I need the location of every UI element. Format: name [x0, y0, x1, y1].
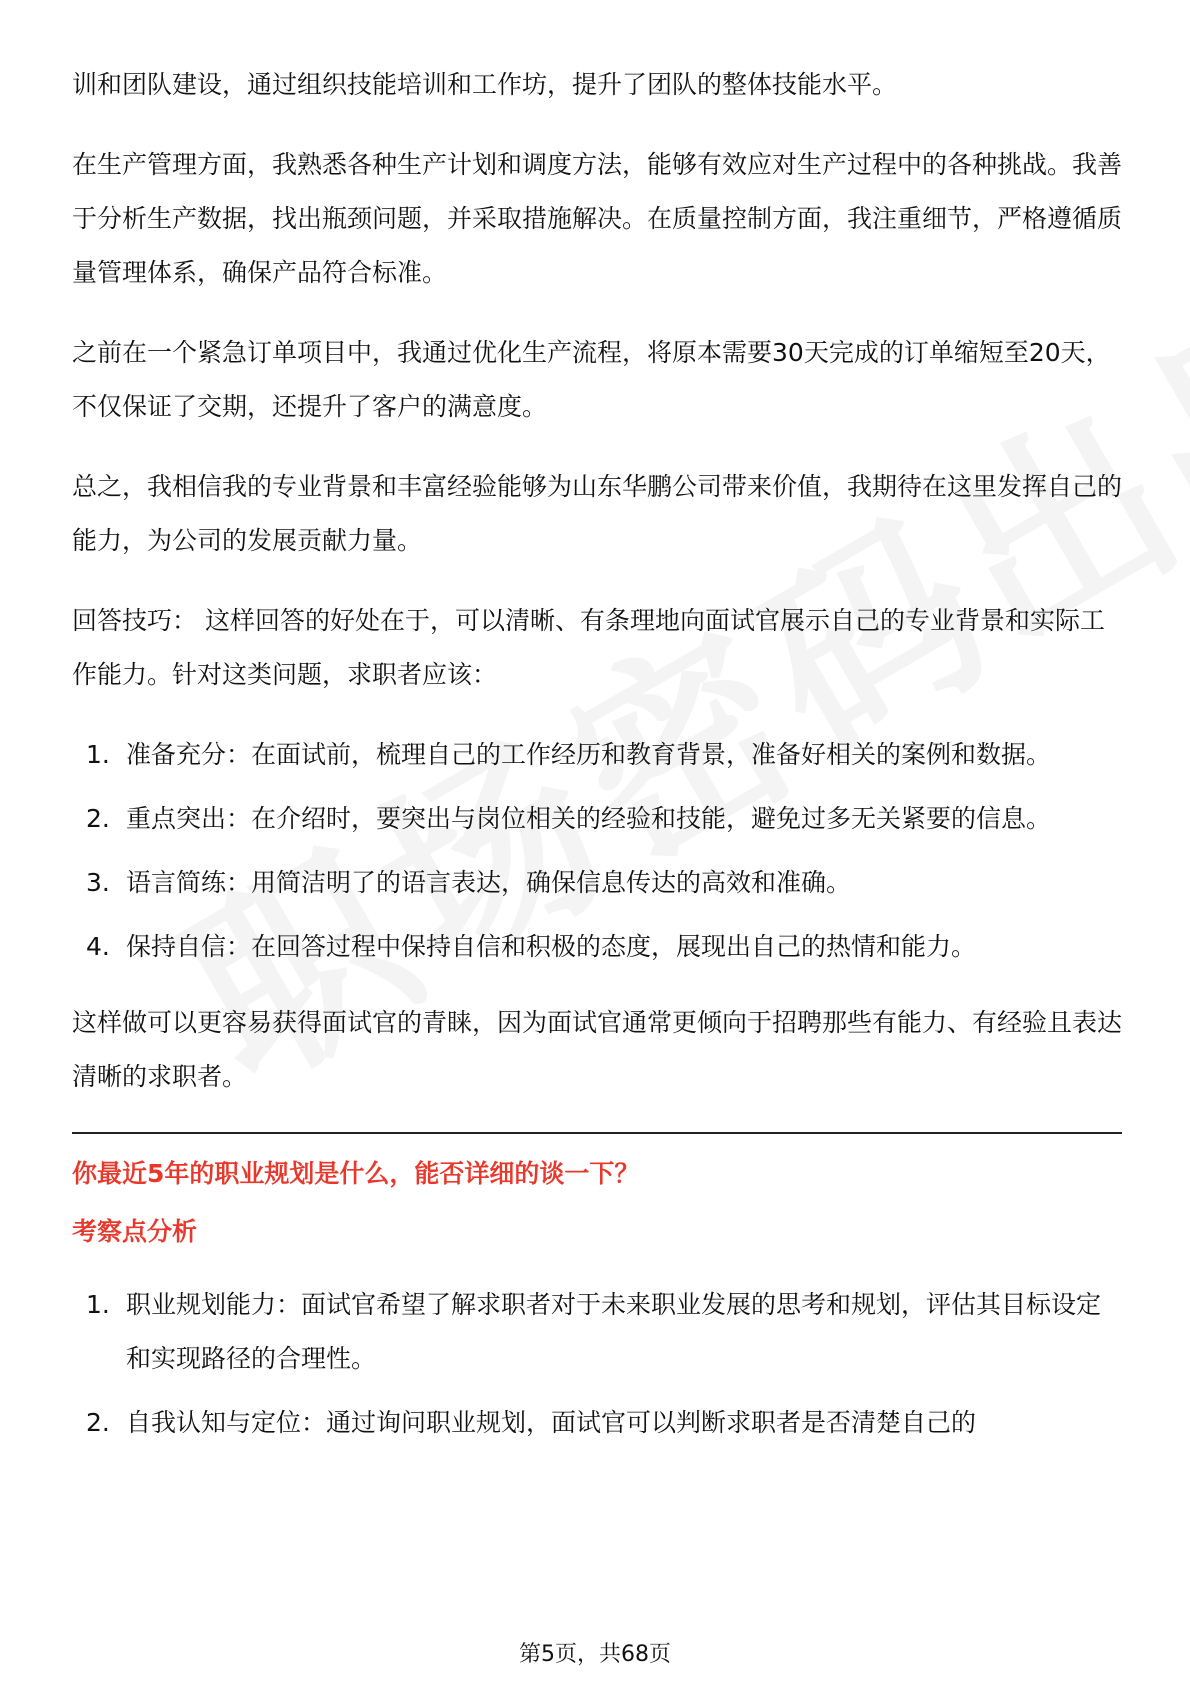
paragraph-urgent-order: 之前在一个紧急订单项目中，我通过优化生产流程，将原本需要30天完成的订单缩短至20天，不仅保证了交期，还提升了客户的满意度。 — [72, 338, 1111, 421]
list-text: 职业规划能力：面试官希望了解求职者对于未来职业发展的思考和规划，评估其目标设定和实现路径的合理性。 — [126, 1290, 1102, 1373]
paragraph-team-building: 训和团队建设，通过组织技能培训和工作坊，提升了团队的整体技能水平。 — [72, 70, 898, 99]
section-divider — [72, 1132, 1122, 1134]
page-footer: 第5页，共68页 — [519, 1642, 671, 1667]
list-item — [72, 1396, 1122, 1450]
list-text: 语言简练：用简洁明了的语言表达，确保信息传达的高效和准确。 — [126, 868, 852, 897]
list-number: 1. — [86, 1290, 110, 1319]
list-number: 1. — [86, 740, 110, 769]
paragraph-production-management: 在生产管理方面，我熟悉各种生产计划和调度方法，能够有效应对生产过程中的各种挑战。我善于分析生产数据，找出瓶颈问题，并采取措施解决。在质量控制方面，我注重细节，严格遵循质量管理体系，确保产品符合标准。 — [72, 150, 1123, 287]
list-item — [72, 856, 1122, 910]
analysis-points-list — [72, 1278, 1122, 1450]
list-number: 2. — [86, 804, 110, 833]
paragraph-answer-tips: 回答技巧： 这样回答的好处在于，可以清晰、有条理地向面试官展示自己的专业背景和实际工作能力。针对这类问题，求职者应该： — [72, 606, 1105, 689]
tips-list — [72, 728, 1122, 974]
list-number: 3. — [86, 868, 110, 897]
list-item — [72, 1278, 1122, 1386]
list-number: 4. — [86, 932, 110, 961]
analysis-heading: 考察点分析 — [72, 1217, 198, 1246]
list-text: 保持自信：在回答过程中保持自信和积极的态度，展现出自己的热情和能力。 — [126, 932, 977, 961]
list-item — [72, 920, 1122, 974]
question-title: 你最近5年的职业规划是什么，能否详细的谈一下？ — [72, 1159, 640, 1188]
list-item — [72, 792, 1122, 846]
list-item — [72, 728, 1122, 782]
list-number: 2. — [86, 1408, 110, 1437]
paragraph-summary: 总之，我相信我的专业背景和丰富经验能够为山东华鹏公司带来价值，我期待在这里发挥自己的能力，为公司的发展贡献力量。 — [72, 472, 1123, 555]
list-text: 重点突出：在介绍时，要突出与岗位相关的经验和技能，避免过多无关紧要的信息。 — [126, 804, 1052, 833]
list-text: 准备充分：在面试前，梳理自己的工作经历和教育背景，准备好相关的案例和数据。 — [126, 740, 1052, 769]
paragraph-closing: 这样做可以更容易获得面试官的青睐，因为面试官通常更倾向于招聘那些有能力、有经验且表达清晰的求职者。 — [72, 1008, 1123, 1091]
page-content — [72, 58, 1122, 1472]
list-text: 自我认知与定位：通过询问职业规划，面试官可以判断求职者是否清楚自己的 — [126, 1408, 977, 1437]
